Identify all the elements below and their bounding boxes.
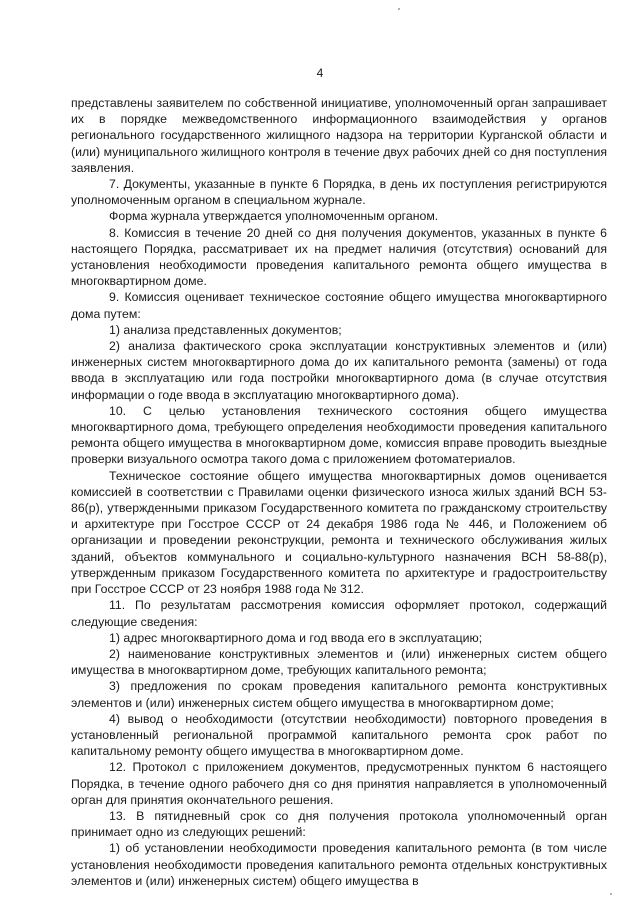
scan-speck [610, 893, 612, 895]
paragraph-item-11-2: 2) наименование конструктивных элементов и (или) инженерных систем общего имущества в многоквартирном доме, требующих капитального ремонта; [71, 646, 607, 678]
paragraph-item-7: 7. Документы, указанные в пункте 6 Порядка, в день их поступления регистрируются уполномоченным органом в специальном журнале. [71, 177, 607, 208]
document-body [71, 95, 607, 889]
paragraph-item-11-4: 4) вывод о необходимости (отсутствии необходимости) повторного проведения в установленный региональной программой капитального ремонта срок работ по капитальному ремонту общего имущества в многоквартирном доме. [71, 711, 607, 759]
paragraph-item-13-1: 1) об установлении необходимости проведения капитального ремонта (в том числе установления необходимости проведения капитального ремонта отдельных конструктивных элементов и (или) инженерных систем) общего имущества в [71, 841, 607, 888]
paragraph-item-8: 8. Комиссия в течение 20 дней со дня получения документов, указанных в пункте 6 настоящего Порядка, рассматривает их на предмет наличия (отсутствия) оснований для установления необходимости проведения капитального ремонта общего имущества в многоквартирном доме. [71, 225, 607, 289]
paragraph-journal-form: Форма журнала утверждается уполномоченным органом. [109, 209, 439, 224]
paragraph-continuation: представлены заявителем по собственной инициативе, уполномоченный орган запрашивает их в порядке межведомственного информационного взаимодействия у органов регионального государственного жилищного надзора на территории Курганской области и (или) муниципального жилищного контроля в течение двух рабочих дней со дня поступления заявления. [71, 96, 607, 175]
paragraph-item-9-2: 2) анализа фактического срока эксплуатации конструктивных элементов и (или) инженерных систем многоквартирного дома до их капитального ремонта (замены) от года ввода в эксплуатацию или года постройки многоквартирного дома (в случае отсутствия информации о годе ввода в эксплуатацию многоквартирного дома). [71, 339, 607, 402]
paragraph-item-12: 12. Протокол с приложением документов, предусмотренных пунктом 6 настоящего Порядка, в течение одного рабочего дня со дня принятия направляется в уполномоченный орган для принятия окончательного решения. [71, 760, 607, 807]
scan-speck [398, 8, 400, 10]
paragraph-item-9-1: 1) анализа представленных документов; [109, 322, 342, 337]
paragraph-item-10: 10. С целью установления технического состояния общего имущества многоквартирного дома, требующего определения необходимости проведения капитального ремонта общего имущества в многоквартирном доме, комиссия вправе проводить выездные проверки визуального осмотра такого дома с приложением фотоматериалов. [71, 403, 607, 467]
paragraph-item-11-1: 1) адрес многоквартирного дома и год ввода его в эксплуатацию; [109, 630, 483, 645]
paragraph-item-11: 11. По результатам рассмотрения комиссия оформляет протокол, содержащий следующие сведения: [71, 598, 607, 629]
paragraph-item-11-3: 3) предложения по срокам проведения капитального ремонта конструктивных элементов и (или) инженерных систем общего имущества в многоквартирном доме; [71, 679, 607, 710]
paragraph-item-13: 13. В пятидневный срок со дня получения протокола уполномоченный орган принимает одно из следующих решений: [71, 808, 607, 840]
paragraph-item-9: 9. Комиссия оценивает техническое состояние общего имущества многоквартирного дома путем: [71, 290, 607, 321]
page-number: 4 [316, 66, 324, 80]
paragraph-technical-state: Техническое состояние общего имущества многоквартирных домов оценивается комиссией в соответствии с Правилами оценки физического износа жилых зданий ВСН 53-86(р), утвержденными приказом Государственного комитета по гражданскому строительству и архитектуре при Госстрое СССР от 24 декабря 1986 года № 446, и Положением об организации и проведении реконструкции, ремонта и технического обслуживания жилых зданий, объектов коммунального и социально-культурного назначения ВСН 58-88(р), утвержденным приказом Государственного комитета по архитектуре и градостроительству при Госстрое СССР от 23 ноября 1988 года № 312. [71, 468, 607, 597]
